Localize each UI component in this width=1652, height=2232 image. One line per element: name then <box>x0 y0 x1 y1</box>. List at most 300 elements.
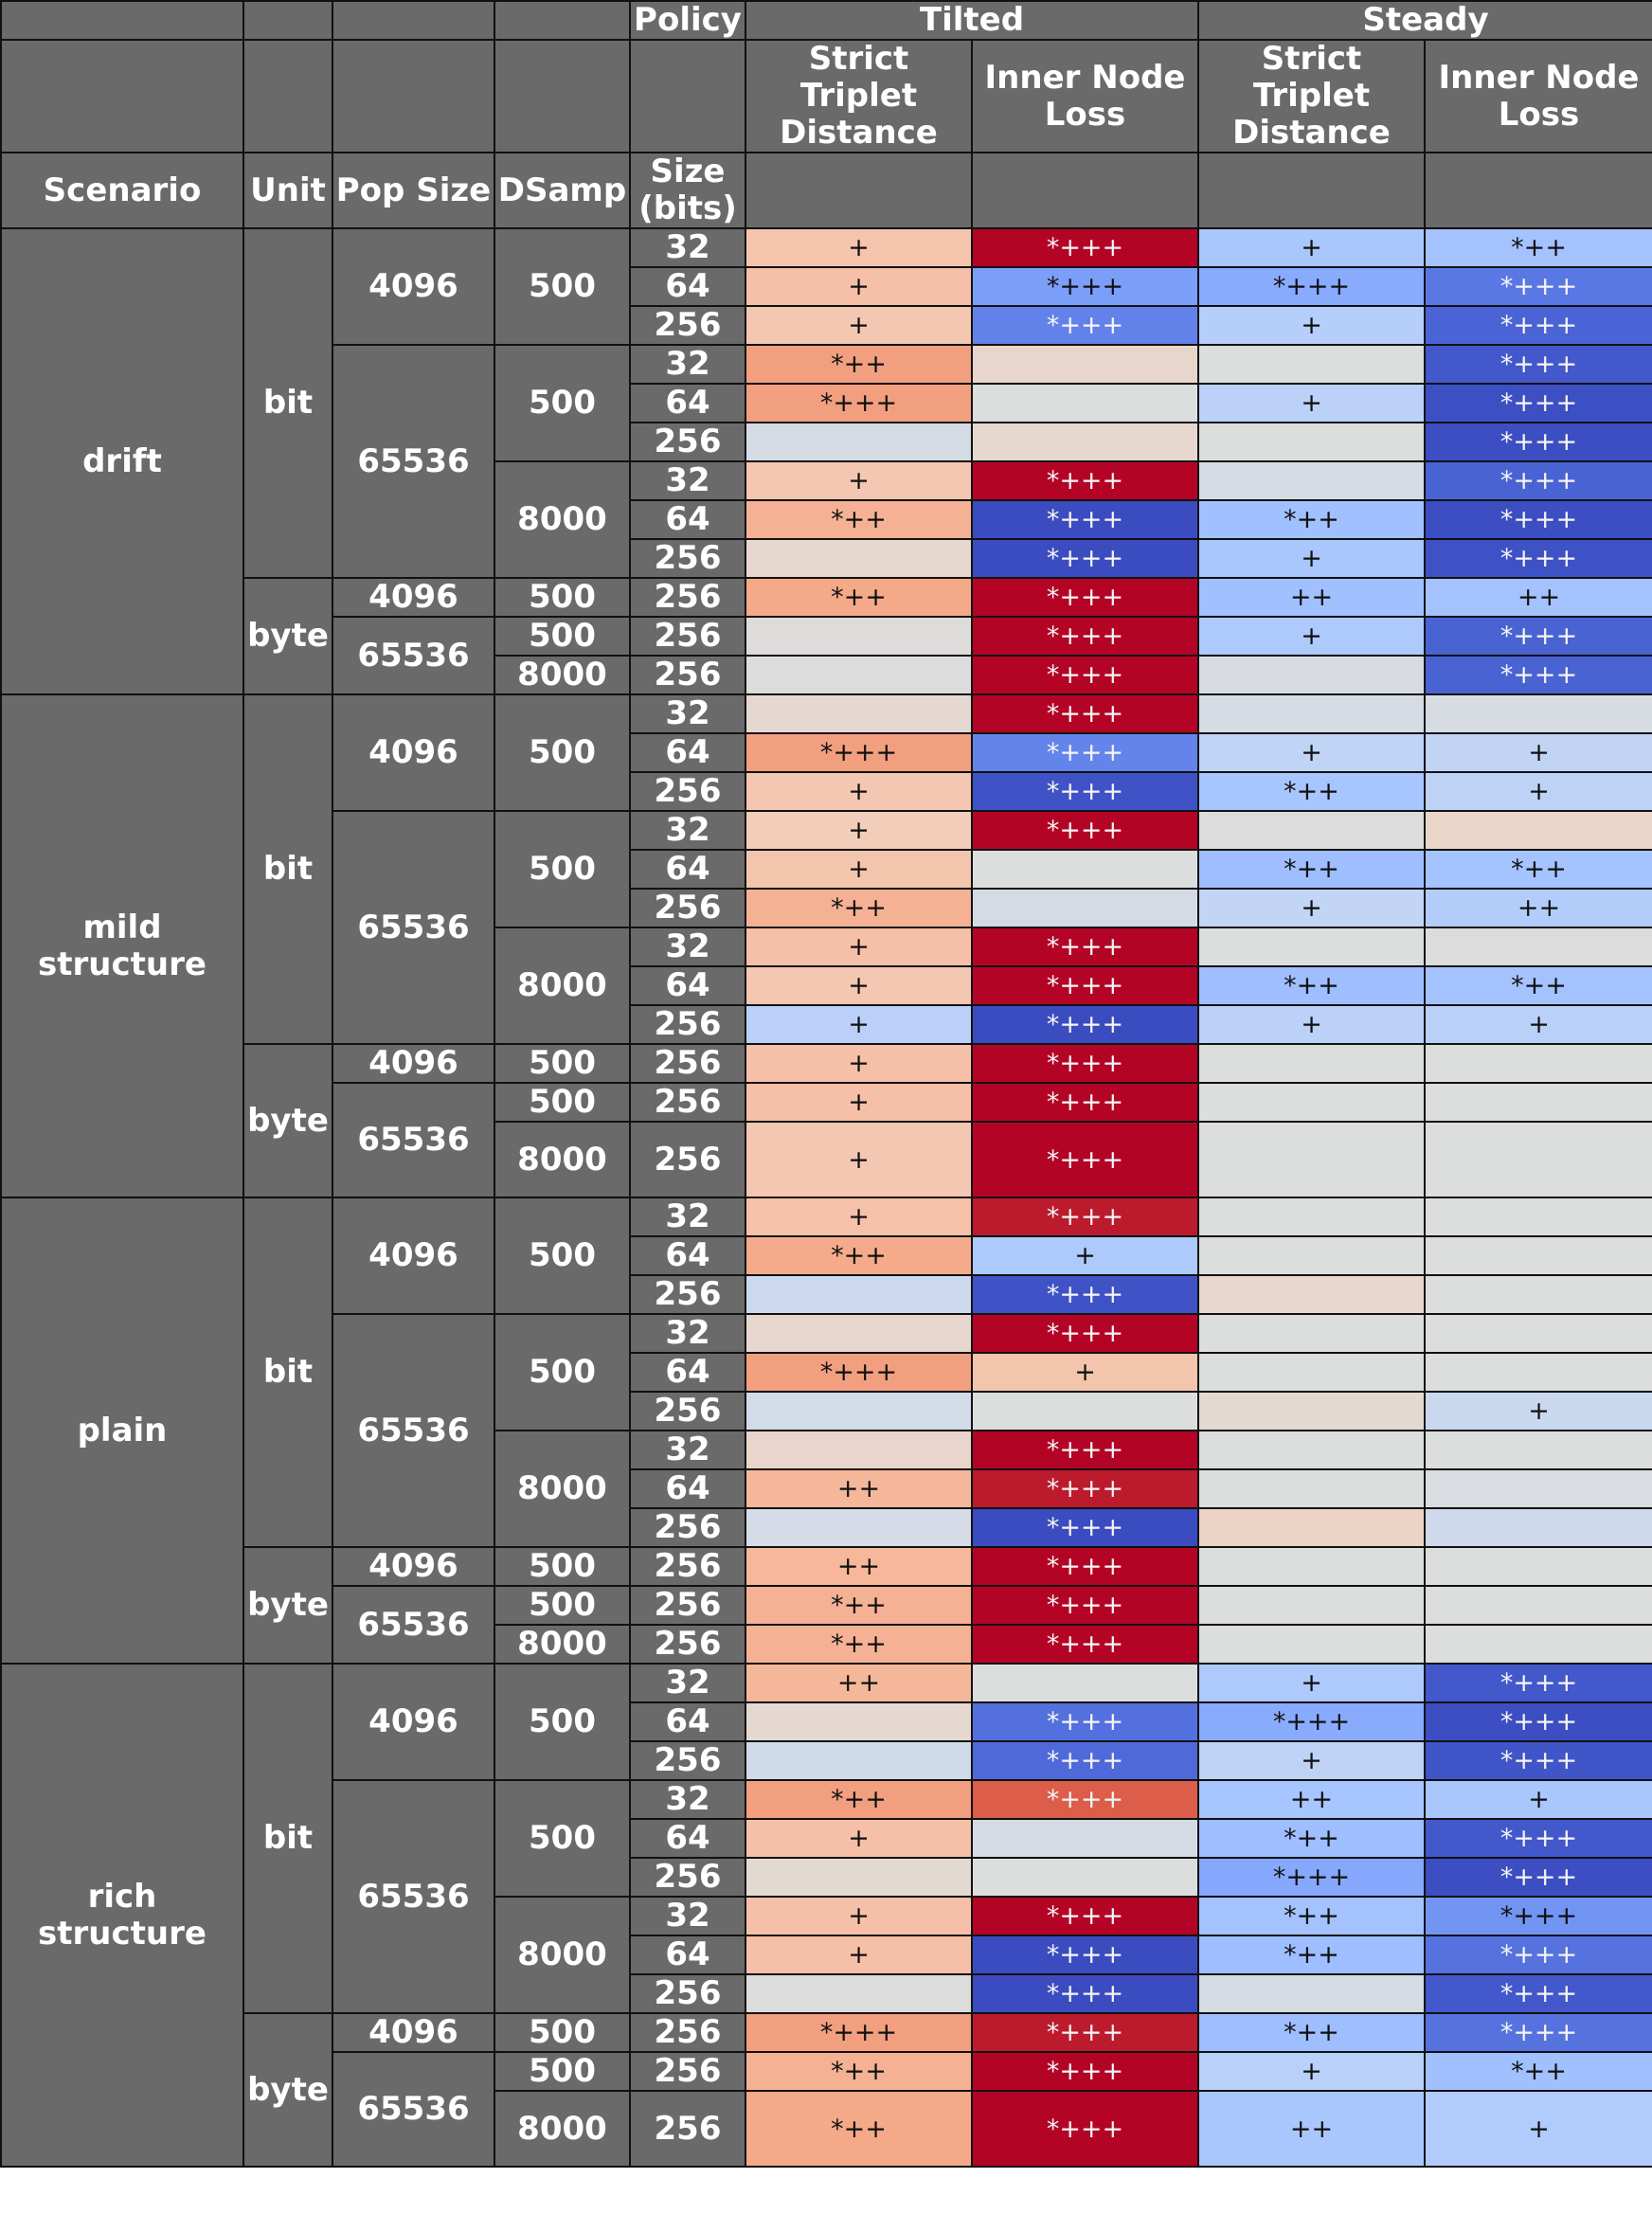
steady-strict-triplet-distance-cell <box>1198 811 1425 850</box>
tilted-inner-node-loss-cell: *+++ <box>972 966 1198 1005</box>
pop-size-cell: 4096 <box>332 1547 494 1586</box>
steady-strict-triplet-distance-cell: *++ <box>1198 1897 1425 1935</box>
tilted-strict-triplet-distance-cell: *++ <box>745 500 972 539</box>
tilted-inner-node-loss-cell: *+++ <box>972 539 1198 578</box>
steady-inner-node-loss-cell <box>1425 1431 1652 1469</box>
tilted-inner-node-loss-cell <box>972 1664 1198 1702</box>
dsamp-cell: 500 <box>494 1314 630 1431</box>
steady-strict-triplet-distance-cell: *++ <box>1198 1819 1425 1858</box>
unit-cell: byte <box>243 1044 332 1197</box>
steady-strict-triplet-distance-cell <box>1198 1353 1425 1392</box>
table-row <box>1 1044 1652 1083</box>
steady-strict-triplet-distance-cell: + <box>1198 539 1425 578</box>
tilted-strict-triplet-distance-cell: *++ <box>745 578 972 617</box>
tilted-strict-triplet-distance-cell: *++ <box>745 1780 972 1819</box>
steady-strict-triplet-distance-cell: *++ <box>1198 2013 1425 2052</box>
size-cell: 256 <box>630 1392 745 1431</box>
steady-inner-node-loss-cell: *++ <box>1425 2052 1652 2091</box>
tilted-strict-triplet-distance-cell: *++ <box>745 1625 972 1664</box>
tilted-strict-triplet-distance-cell: *++ <box>745 2091 972 2167</box>
steady-strict-triplet-distance-cell <box>1198 1431 1425 1469</box>
tilted-inner-node-loss-cell: *+++ <box>972 927 1198 966</box>
tilted-inner-node-loss-cell: *+++ <box>972 578 1198 617</box>
tilted-inner-node-loss-cell: *+++ <box>972 1586 1198 1625</box>
tilted-strict-triplet-distance-cell: + <box>745 811 972 850</box>
size-cell: 64 <box>630 1702 745 1741</box>
dsamp-cell: 8000 <box>494 1625 630 1664</box>
tilted-inner-node-loss-cell <box>972 850 1198 889</box>
header-row-3 <box>1 153 1652 228</box>
steady-inner-node-loss-cell <box>1425 1314 1652 1353</box>
tilted-strict-triplet-distance-cell: + <box>745 966 972 1005</box>
header-policy: Policy <box>630 1 745 40</box>
tilted-inner-node-loss-cell <box>972 423 1198 461</box>
steady-strict-triplet-distance-cell: + <box>1198 228 1425 267</box>
steady-inner-node-loss-cell <box>1425 1547 1652 1586</box>
size-cell: 64 <box>630 1469 745 1508</box>
steady-inner-node-loss-cell <box>1425 1044 1652 1083</box>
steady-strict-triplet-distance-cell: + <box>1198 1741 1425 1780</box>
tilted-strict-triplet-distance-cell <box>745 1974 972 2013</box>
pop-size-cell: 4096 <box>332 578 494 617</box>
size-cell: 256 <box>630 1044 745 1083</box>
tilted-inner-node-loss-cell: *+++ <box>972 267 1198 306</box>
tilted-strict-triplet-distance-cell: + <box>745 306 972 345</box>
steady-inner-node-loss-cell: *+++ <box>1425 1664 1652 1702</box>
header-unit: Unit <box>243 153 332 228</box>
size-cell: 32 <box>630 461 745 500</box>
scenario-cell: rich structure <box>1 1664 243 2167</box>
dsamp-cell: 500 <box>494 578 630 617</box>
size-cell: 256 <box>630 772 745 811</box>
tilted-inner-node-loss-cell: *+++ <box>972 772 1198 811</box>
steady-strict-triplet-distance-cell <box>1198 1122 1425 1197</box>
tilted-inner-node-loss-cell: *+++ <box>972 694 1198 733</box>
tilted-inner-node-loss-cell <box>972 1392 1198 1431</box>
tilted-inner-node-loss-cell: *+++ <box>972 1044 1198 1083</box>
tilted-inner-node-loss-cell: *+++ <box>972 2013 1198 2052</box>
size-cell: 32 <box>630 228 745 267</box>
tilted-strict-triplet-distance-cell: + <box>745 1935 972 1974</box>
pop-size-cell: 4096 <box>332 228 494 345</box>
header-pop-size: Pop Size <box>332 153 494 228</box>
steady-strict-triplet-distance-cell: + <box>1198 306 1425 345</box>
header-blank-cell <box>972 153 1198 228</box>
tilted-strict-triplet-distance-cell <box>745 656 972 694</box>
tilted-inner-node-loss-cell: *+++ <box>972 1197 1198 1236</box>
header-blank-cell <box>630 40 745 153</box>
table-row <box>1 1197 1652 1236</box>
header-blank-cell <box>243 1 332 40</box>
tilted-inner-node-loss-cell: *+++ <box>972 1275 1198 1314</box>
size-cell: 256 <box>630 1858 745 1897</box>
tilted-strict-triplet-distance-cell: *++ <box>745 2052 972 2091</box>
tilted-strict-triplet-distance-cell <box>745 1392 972 1431</box>
steady-inner-node-loss-cell: *+++ <box>1425 617 1652 656</box>
size-cell: 64 <box>630 384 745 423</box>
tilted-inner-node-loss-cell: + <box>972 1236 1198 1275</box>
steady-inner-node-loss-cell <box>1425 1508 1652 1547</box>
header-size-bits: Size (bits) <box>630 153 745 228</box>
steady-inner-node-loss-cell: *+++ <box>1425 1702 1652 1741</box>
size-cell: 256 <box>630 539 745 578</box>
unit-cell: byte <box>243 2013 332 2167</box>
steady-strict-triplet-distance-cell <box>1198 461 1425 500</box>
size-cell: 256 <box>630 1974 745 2013</box>
steady-inner-node-loss-cell <box>1425 1275 1652 1314</box>
size-cell: 256 <box>630 578 745 617</box>
steady-inner-node-loss-cell: *+++ <box>1425 1741 1652 1780</box>
table-row <box>1 2013 1652 2052</box>
tilted-inner-node-loss-cell: *+++ <box>972 228 1198 267</box>
tilted-strict-triplet-distance-cell: + <box>745 1897 972 1935</box>
tilted-inner-node-loss-cell: + <box>972 1353 1198 1392</box>
header-blank-cell <box>1 40 243 153</box>
pop-size-cell: 65536 <box>332 1586 494 1664</box>
tilted-inner-node-loss-cell: *+++ <box>972 656 1198 694</box>
steady-strict-triplet-distance-cell <box>1198 1197 1425 1236</box>
pop-size-cell: 4096 <box>332 2013 494 2052</box>
steady-inner-node-loss-cell <box>1425 694 1652 733</box>
table-row <box>1 1664 1652 1702</box>
steady-inner-node-loss-cell: *+++ <box>1425 2013 1652 2052</box>
dsamp-cell: 500 <box>494 1586 630 1625</box>
size-cell: 256 <box>630 1625 745 1664</box>
dsamp-cell: 500 <box>494 694 630 811</box>
steady-inner-node-loss-cell <box>1425 1083 1652 1122</box>
scenario-cell: plain <box>1 1197 243 1664</box>
steady-strict-triplet-distance-cell: + <box>1198 1664 1425 1702</box>
tilted-strict-triplet-distance-cell: *+++ <box>745 733 972 772</box>
dsamp-cell: 500 <box>494 811 630 927</box>
pop-size-cell: 65536 <box>332 617 494 694</box>
steady-strict-triplet-distance-cell <box>1198 345 1425 384</box>
size-cell: 256 <box>630 1741 745 1780</box>
steady-strict-triplet-distance-cell: + <box>1198 2052 1425 2091</box>
steady-inner-node-loss-cell: *+++ <box>1425 345 1652 384</box>
tilted-inner-node-loss-cell: *+++ <box>972 1122 1198 1197</box>
header-blank-cell <box>1198 153 1425 228</box>
header-blank-cell <box>332 40 494 153</box>
size-cell: 32 <box>630 1897 745 1935</box>
steady-strict-triplet-distance-cell <box>1198 1083 1425 1122</box>
table-row <box>1 578 1652 617</box>
header-row-1 <box>1 1 1652 40</box>
dsamp-cell: 500 <box>494 2013 630 2052</box>
steady-inner-node-loss-cell: *+++ <box>1425 384 1652 423</box>
tilted-strict-triplet-distance-cell: ++ <box>745 1469 972 1508</box>
size-cell: 256 <box>630 656 745 694</box>
tilted-strict-triplet-distance-cell: + <box>745 461 972 500</box>
size-cell: 256 <box>630 2052 745 2091</box>
dsamp-cell: 500 <box>494 1547 630 1586</box>
steady-strict-triplet-distance-cell: *+++ <box>1198 1702 1425 1741</box>
steady-strict-triplet-distance-cell: *++ <box>1198 1935 1425 1974</box>
size-cell: 64 <box>630 500 745 539</box>
steady-inner-node-loss-cell <box>1425 1197 1652 1236</box>
steady-strict-triplet-distance-cell: *++ <box>1198 966 1425 1005</box>
header-tilted: Tilted <box>745 1 1198 40</box>
tilted-inner-node-loss-cell: *+++ <box>972 1314 1198 1353</box>
pop-size-cell: 65536 <box>332 1780 494 2013</box>
size-cell: 256 <box>630 1083 745 1122</box>
tilted-inner-node-loss-cell: *+++ <box>972 500 1198 539</box>
size-cell: 256 <box>630 889 745 927</box>
pop-size-cell: 4096 <box>332 694 494 811</box>
tilted-strict-triplet-distance-cell: + <box>745 1819 972 1858</box>
tilted-strict-triplet-distance-cell: *+++ <box>745 384 972 423</box>
header-row-2 <box>1 40 1652 153</box>
table-header <box>1 1 1652 228</box>
steady-strict-triplet-distance-cell <box>1198 1314 1425 1353</box>
tilted-strict-triplet-distance-cell <box>745 423 972 461</box>
steady-inner-node-loss-cell: + <box>1425 772 1652 811</box>
tilted-strict-triplet-distance-cell: *+++ <box>745 1353 972 1392</box>
header-scenario: Scenario <box>1 153 243 228</box>
pop-size-cell: 65536 <box>332 811 494 1044</box>
size-cell: 32 <box>630 927 745 966</box>
steady-inner-node-loss-cell <box>1425 1236 1652 1275</box>
steady-inner-node-loss-cell: *+++ <box>1425 1819 1652 1858</box>
dsamp-cell: 500 <box>494 228 630 345</box>
tilted-strict-triplet-distance-cell: + <box>745 1122 972 1197</box>
dsamp-cell: 500 <box>494 1780 630 1897</box>
steady-inner-node-loss-cell <box>1425 811 1652 850</box>
tilted-strict-triplet-distance-cell: + <box>745 850 972 889</box>
header-blank-cell <box>494 1 630 40</box>
header-tilted-inner-node-loss: Inner Node Loss <box>972 40 1198 153</box>
tilted-inner-node-loss-cell: *+++ <box>972 1469 1198 1508</box>
scenario-cell: mild structure <box>1 694 243 1197</box>
unit-cell: byte <box>243 1547 332 1664</box>
tilted-strict-triplet-distance-cell: + <box>745 1083 972 1122</box>
steady-strict-triplet-distance-cell <box>1198 1974 1425 2013</box>
size-cell: 256 <box>630 1508 745 1547</box>
size-cell: 256 <box>630 423 745 461</box>
steady-inner-node-loss-cell <box>1425 1122 1652 1197</box>
steady-inner-node-loss-cell: *+++ <box>1425 500 1652 539</box>
size-cell: 64 <box>630 733 745 772</box>
tilted-strict-triplet-distance-cell: + <box>745 772 972 811</box>
size-cell: 64 <box>630 966 745 1005</box>
steady-strict-triplet-distance-cell: ++ <box>1198 2091 1425 2167</box>
size-cell: 64 <box>630 267 745 306</box>
steady-inner-node-loss-cell: *+++ <box>1425 539 1652 578</box>
size-cell: 32 <box>630 811 745 850</box>
size-cell: 256 <box>630 1275 745 1314</box>
dsamp-cell: 8000 <box>494 927 630 1044</box>
tilted-inner-node-loss-cell: *+++ <box>972 1974 1198 2013</box>
tilted-inner-node-loss-cell: *+++ <box>972 1702 1198 1741</box>
tilted-inner-node-loss-cell: *+++ <box>972 733 1198 772</box>
tilted-strict-triplet-distance-cell <box>745 617 972 656</box>
steady-inner-node-loss-cell <box>1425 1469 1652 1508</box>
size-cell: 256 <box>630 1586 745 1625</box>
size-cell: 32 <box>630 1314 745 1353</box>
tilted-strict-triplet-distance-cell <box>745 1702 972 1741</box>
tilted-inner-node-loss-cell: *+++ <box>972 617 1198 656</box>
tilted-strict-triplet-distance-cell <box>745 1431 972 1469</box>
tilted-inner-node-loss-cell: *+++ <box>972 1508 1198 1547</box>
tilted-inner-node-loss-cell: *+++ <box>972 1935 1198 1974</box>
steady-inner-node-loss-cell: + <box>1425 1780 1652 1819</box>
dsamp-cell: 8000 <box>494 2091 630 2167</box>
tilted-inner-node-loss-cell: *+++ <box>972 1625 1198 1664</box>
size-cell: 32 <box>630 1780 745 1819</box>
steady-strict-triplet-distance-cell <box>1198 656 1425 694</box>
steady-inner-node-loss-cell: ++ <box>1425 578 1652 617</box>
pop-size-cell: 4096 <box>332 1664 494 1780</box>
dsamp-cell: 8000 <box>494 1431 630 1547</box>
steady-strict-triplet-distance-cell: *++ <box>1198 850 1425 889</box>
steady-strict-triplet-distance-cell <box>1198 1044 1425 1083</box>
steady-strict-triplet-distance-cell: *+++ <box>1198 267 1425 306</box>
steady-strict-triplet-distance-cell: + <box>1198 617 1425 656</box>
tilted-strict-triplet-distance-cell: *++ <box>745 345 972 384</box>
tilted-strict-triplet-distance-cell: + <box>745 228 972 267</box>
tilted-strict-triplet-distance-cell <box>745 1741 972 1780</box>
steady-inner-node-loss-cell: *++ <box>1425 966 1652 1005</box>
steady-inner-node-loss-cell: + <box>1425 1392 1652 1431</box>
tilted-strict-triplet-distance-cell: + <box>745 267 972 306</box>
steady-inner-node-loss-cell: ++ <box>1425 889 1652 927</box>
header-steady: Steady <box>1198 1 1652 40</box>
steady-strict-triplet-distance-cell: ++ <box>1198 1780 1425 1819</box>
unit-cell: bit <box>243 1664 332 2013</box>
steady-inner-node-loss-cell: *+++ <box>1425 461 1652 500</box>
dsamp-cell: 8000 <box>494 656 630 694</box>
steady-strict-triplet-distance-cell <box>1198 1625 1425 1664</box>
dsamp-cell: 500 <box>494 2052 630 2091</box>
steady-inner-node-loss-cell: *+++ <box>1425 1858 1652 1897</box>
size-cell: 32 <box>630 1664 745 1702</box>
steady-inner-node-loss-cell: *+++ <box>1425 423 1652 461</box>
tilted-inner-node-loss-cell <box>972 1819 1198 1858</box>
table-row <box>1 228 1652 267</box>
steady-strict-triplet-distance-cell: + <box>1198 733 1425 772</box>
tilted-inner-node-loss-cell: *+++ <box>972 1083 1198 1122</box>
tilted-inner-node-loss-cell: *+++ <box>972 1431 1198 1469</box>
header-blank-cell <box>243 40 332 153</box>
tilted-inner-node-loss-cell: *+++ <box>972 461 1198 500</box>
pop-size-cell: 65536 <box>332 345 494 578</box>
steady-inner-node-loss-cell <box>1425 1353 1652 1392</box>
size-cell: 64 <box>630 1236 745 1275</box>
tilted-strict-triplet-distance-cell: *+++ <box>745 2013 972 2052</box>
size-cell: 256 <box>630 2013 745 2052</box>
unit-cell: bit <box>243 228 332 578</box>
steady-strict-triplet-distance-cell <box>1198 1508 1425 1547</box>
tilted-inner-node-loss-cell: *+++ <box>972 811 1198 850</box>
tilted-strict-triplet-distance-cell: ++ <box>745 1664 972 1702</box>
tilted-inner-node-loss-cell <box>972 889 1198 927</box>
tilted-strict-triplet-distance-cell: + <box>745 1005 972 1044</box>
table-row <box>1 1547 1652 1586</box>
dsamp-cell: 8000 <box>494 461 630 578</box>
steady-inner-node-loss-cell: + <box>1425 2091 1652 2167</box>
tilted-inner-node-loss-cell: *+++ <box>972 1897 1198 1935</box>
tilted-inner-node-loss-cell: *+++ <box>972 2091 1198 2167</box>
steady-strict-triplet-distance-cell <box>1198 1586 1425 1625</box>
tilted-strict-triplet-distance-cell <box>745 694 972 733</box>
header-blank-cell <box>1425 153 1652 228</box>
steady-inner-node-loss-cell: *++ <box>1425 228 1652 267</box>
steady-inner-node-loss-cell: + <box>1425 733 1652 772</box>
size-cell: 32 <box>630 345 745 384</box>
size-cell: 32 <box>630 694 745 733</box>
tilted-inner-node-loss-cell <box>972 1858 1198 1897</box>
steady-inner-node-loss-cell: *+++ <box>1425 306 1652 345</box>
tilted-strict-triplet-distance-cell: + <box>745 927 972 966</box>
steady-strict-triplet-distance-cell <box>1198 1275 1425 1314</box>
header-blank-cell <box>745 153 972 228</box>
steady-strict-triplet-distance-cell: *+++ <box>1198 1858 1425 1897</box>
steady-strict-triplet-distance-cell: *++ <box>1198 500 1425 539</box>
dsamp-cell: 500 <box>494 345 630 461</box>
tilted-strict-triplet-distance-cell <box>745 1275 972 1314</box>
steady-inner-node-loss-cell: *+++ <box>1425 1974 1652 2013</box>
header-blank-cell <box>332 1 494 40</box>
steady-strict-triplet-distance-cell <box>1198 927 1425 966</box>
steady-strict-triplet-distance-cell: + <box>1198 889 1425 927</box>
dsamp-cell: 500 <box>494 1083 630 1122</box>
steady-strict-triplet-distance-cell <box>1198 1236 1425 1275</box>
size-cell: 32 <box>630 1197 745 1236</box>
size-cell: 256 <box>630 1005 745 1044</box>
dsamp-cell: 8000 <box>494 1122 630 1197</box>
pop-size-cell: 4096 <box>332 1197 494 1314</box>
size-cell: 64 <box>630 1353 745 1392</box>
tilted-strict-triplet-distance-cell: *++ <box>745 1236 972 1275</box>
size-cell: 256 <box>630 617 745 656</box>
dsamp-cell: 500 <box>494 617 630 656</box>
unit-cell: bit <box>243 1197 332 1547</box>
tilted-strict-triplet-distance-cell: ++ <box>745 1547 972 1586</box>
tilted-inner-node-loss-cell <box>972 345 1198 384</box>
size-cell: 64 <box>630 1819 745 1858</box>
tilted-inner-node-loss-cell: *+++ <box>972 1780 1198 1819</box>
size-cell: 256 <box>630 306 745 345</box>
dsamp-cell: 500 <box>494 1044 630 1083</box>
steady-inner-node-loss-cell: *++ <box>1425 850 1652 889</box>
steady-inner-node-loss-cell: *+++ <box>1425 1897 1652 1935</box>
tilted-inner-node-loss-cell: *+++ <box>972 306 1198 345</box>
size-cell: 256 <box>630 1122 745 1197</box>
steady-strict-triplet-distance-cell <box>1198 1469 1425 1508</box>
steady-inner-node-loss-cell <box>1425 1586 1652 1625</box>
scenario-cell: drift <box>1 228 243 694</box>
size-cell: 256 <box>630 2091 745 2167</box>
steady-strict-triplet-distance-cell <box>1198 694 1425 733</box>
tilted-inner-node-loss-cell: *+++ <box>972 1005 1198 1044</box>
header-tilted-strict-triplet-distance: Strict Triplet Distance <box>745 40 972 153</box>
steady-inner-node-loss-cell: *+++ <box>1425 267 1652 306</box>
pop-size-cell: 65536 <box>332 2052 494 2167</box>
steady-strict-triplet-distance-cell: ++ <box>1198 578 1425 617</box>
size-cell: 32 <box>630 1431 745 1469</box>
pop-size-cell: 65536 <box>332 1083 494 1197</box>
tilted-strict-triplet-distance-cell: + <box>745 1044 972 1083</box>
size-cell: 256 <box>630 1547 745 1586</box>
tilted-inner-node-loss-cell: *+++ <box>972 1741 1198 1780</box>
unit-cell: byte <box>243 578 332 694</box>
steady-strict-triplet-distance-cell: + <box>1198 1005 1425 1044</box>
tilted-strict-triplet-distance-cell <box>745 539 972 578</box>
steady-strict-triplet-distance-cell: + <box>1198 384 1425 423</box>
unit-cell: bit <box>243 694 332 1044</box>
header-steady-inner-node-loss: Inner Node Loss <box>1425 40 1652 153</box>
tilted-inner-node-loss-cell: *+++ <box>972 1547 1198 1586</box>
